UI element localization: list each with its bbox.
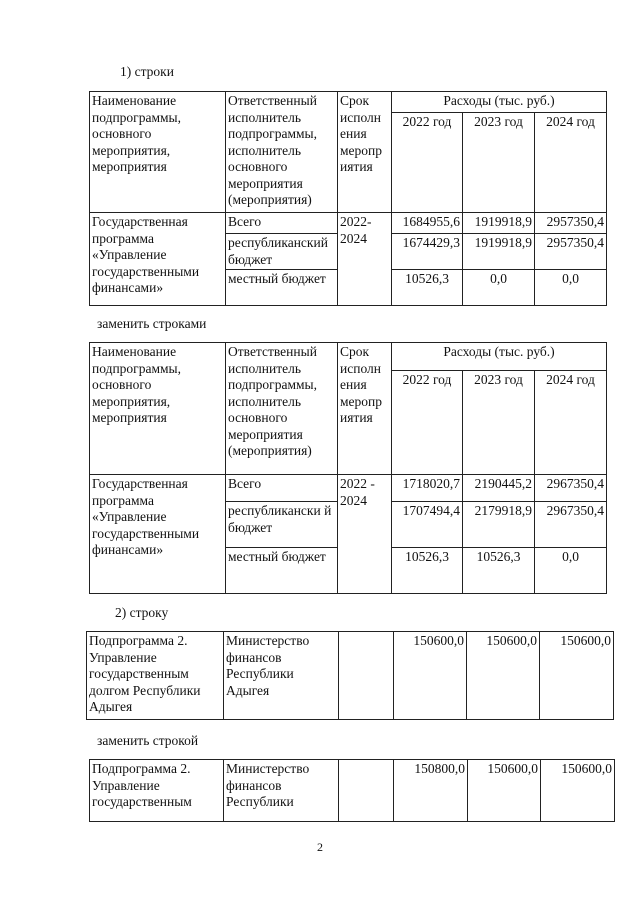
- table-original-rows: [89, 91, 607, 306]
- value-2022: 150800,0: [394, 760, 468, 822]
- header-responsible: Ответственный исполнитель подпрограммы, исполнитель основного мероприятия (мероприятия): [226, 343, 338, 475]
- executor-cell: местный бюджет: [226, 548, 338, 594]
- executor-cell: Министерство финансов Республики Адыгея: [224, 632, 339, 720]
- value-2022: 1684955,6: [392, 213, 463, 234]
- executor-cell: Всего: [226, 213, 338, 234]
- value-2022: 10526,3: [392, 270, 463, 306]
- value-2022: 150600,0: [394, 632, 467, 720]
- value-2022: 10526,3: [392, 548, 463, 594]
- value-2022: 1707494,4: [392, 502, 463, 548]
- value-2023: 10526,3: [463, 548, 535, 594]
- page-number: 2: [317, 840, 323, 854]
- header-2023: 2023 год: [463, 113, 535, 213]
- header-name: Наименование подпрограммы, основного мероприятия, мероприятия: [90, 343, 226, 475]
- value-2023: 2179918,9: [463, 502, 535, 548]
- header-2022: 2022 год: [392, 113, 463, 213]
- value-2023: 1919918,9: [463, 234, 535, 270]
- executor-cell: Всего: [226, 475, 338, 502]
- term-cell: 2022-2024: [338, 213, 392, 306]
- table-row: [87, 632, 614, 720]
- executor-cell: местный бюджет: [226, 270, 338, 306]
- value-2024: 0,0: [535, 548, 607, 594]
- value-2022: 1674429,3: [392, 234, 463, 270]
- header-name: Наименование подпрограммы, основного мероприятия, мероприятия: [90, 92, 226, 213]
- term-cell: [339, 632, 394, 720]
- value-2024: 150600,0: [540, 632, 614, 720]
- term-cell: 2022 - 2024: [338, 475, 392, 594]
- item-2-label: 2) строку: [115, 605, 169, 620]
- value-2024: 0,0: [535, 270, 607, 306]
- value-2024: 150600,0: [541, 760, 615, 822]
- header-expenses: Расходы (тыс. руб.): [392, 343, 607, 371]
- header-2024: 2024 год: [535, 371, 607, 475]
- replace-row-label: заменить строкой: [97, 733, 199, 748]
- table-replacement-subprogram: [89, 759, 615, 822]
- item-1-label: 1) строки: [120, 64, 174, 79]
- program-name: Государственная программа «Управление государственными финансами»: [90, 213, 226, 306]
- value-2023: 150600,0: [467, 632, 540, 720]
- header-expenses: Расходы (тыс. руб.): [392, 92, 607, 113]
- subprogram-name: Подпрограмма 2. Управление государственным долгом Республики Адыгея: [87, 632, 224, 720]
- table-original-subprogram: [86, 631, 614, 720]
- table-row: [90, 213, 607, 234]
- executor-cell: республикански й бюджет: [226, 502, 338, 548]
- header-2024: 2024 год: [535, 113, 607, 213]
- table-row: [90, 475, 607, 502]
- value-2023: 0,0: [463, 270, 535, 306]
- value-2023: 1919918,9: [463, 213, 535, 234]
- value-2024: 2957350,4: [535, 213, 607, 234]
- table-replacement-rows: [89, 342, 607, 594]
- value-2024: 2967350,4: [535, 502, 607, 548]
- header-2023: 2023 год: [463, 371, 535, 475]
- subprogram-name: Подпрограмма 2. Управление государственным: [90, 760, 224, 822]
- table-row: [90, 760, 615, 822]
- value-2022: 1718020,7: [392, 475, 463, 502]
- header-responsible: Ответственный исполнитель подпрограммы, исполнитель основного мероприятия (мероприятия): [226, 92, 338, 213]
- executor-cell: Министерство финансов Республики: [224, 760, 339, 822]
- value-2024: 2967350,4: [535, 475, 607, 502]
- executor-cell: республиканский бюджет: [226, 234, 338, 270]
- value-2023: 2190445,2: [463, 475, 535, 502]
- program-name: Государственная программа «Управление государственными финансами»: [90, 475, 226, 594]
- header-2022: 2022 год: [392, 371, 463, 475]
- value-2024: 2957350,4: [535, 234, 607, 270]
- term-cell: [339, 760, 394, 822]
- value-2023: 150600,0: [468, 760, 541, 822]
- replace-rows-label: заменить строками: [97, 316, 207, 331]
- header-term: Срок исполн ения меропр иятия: [338, 343, 392, 475]
- header-term: Срок исполн ения меропр иятия: [338, 92, 392, 213]
